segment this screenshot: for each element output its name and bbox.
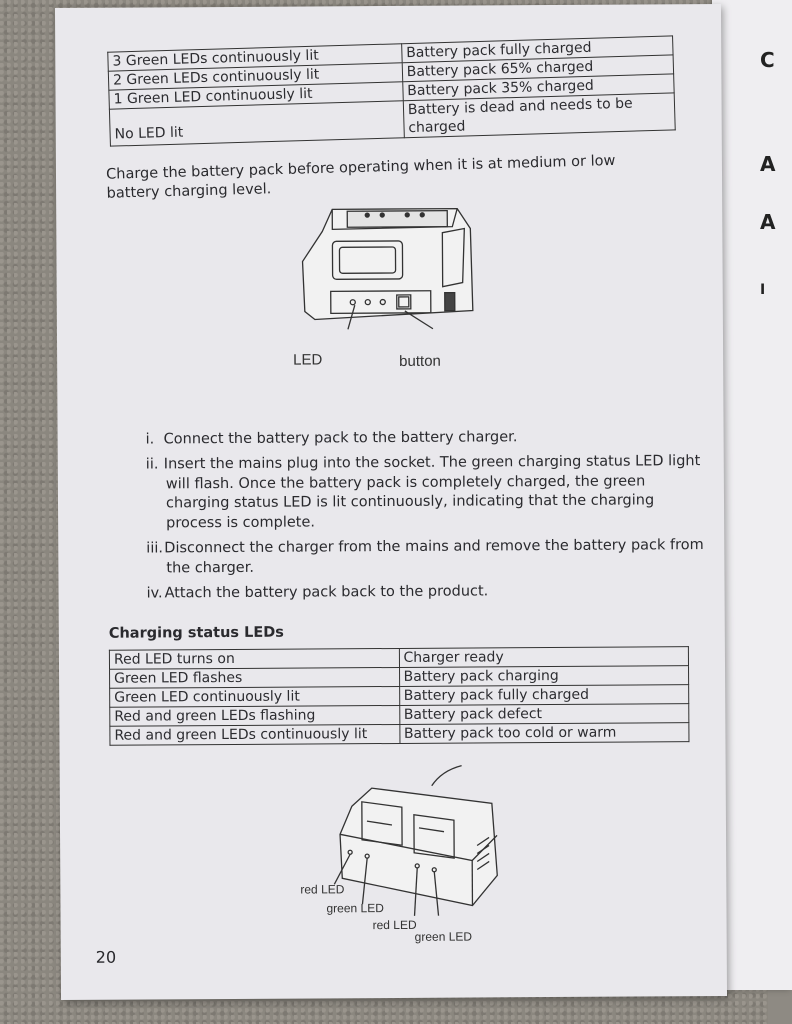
led-label: LED	[293, 351, 323, 369]
instructions-list	[106, 427, 713, 611]
table-cell: Battery pack fully charged	[401, 36, 673, 63]
table-cell: Battery pack fully charged	[399, 685, 689, 706]
button-label: button	[399, 352, 441, 370]
table-cell: Red and green LEDs flashing	[110, 705, 400, 726]
table-cell: Green LED continuously lit	[110, 686, 400, 707]
side-glyph: I	[760, 282, 766, 298]
list-text: Attach the battery pack back to the product.	[164, 583, 489, 602]
list-number: ii.	[145, 456, 159, 473]
table-cell: Green LED flashes	[110, 667, 400, 688]
list-item	[146, 452, 712, 533]
list-number: i.	[145, 430, 155, 447]
charge-note: Charge the battery pack before operating when it is at medium or low battery charging level.	[105, 152, 616, 202]
list-number: iv.	[146, 585, 163, 602]
green-led-label: green LED	[414, 929, 473, 944]
manual-page	[55, 4, 727, 1000]
table-cell: Battery pack defect	[399, 704, 689, 725]
table-cell: Battery pack too cold or warm	[399, 723, 689, 744]
battery-level-table	[107, 35, 676, 146]
table-cell: Battery pack charging	[399, 666, 689, 687]
side-glyph: A	[760, 210, 776, 234]
table-row	[110, 723, 689, 746]
table-cell: 3 Green LEDs continuously lit	[108, 44, 402, 71]
table-cell: Red LED turns on	[109, 648, 399, 669]
battery-pack-illustration	[292, 200, 493, 336]
table-cell: 1 Green LED continuously lit	[109, 82, 403, 109]
page-number: 20	[95, 947, 117, 967]
list-item	[146, 536, 712, 578]
side-glyph: A	[760, 152, 776, 176]
table-cell: 2 Green LEDs continuously lit	[108, 63, 402, 90]
side-glyph: C	[760, 48, 775, 72]
green-led-label: green LED	[326, 901, 384, 916]
list-text: Disconnect the charger from the mains and remove the battery pack from the charger.	[164, 537, 704, 576]
table-cell: Charger ready	[399, 647, 689, 668]
table-cell: Battery pack 35% charged	[403, 74, 675, 101]
charging-status-table	[109, 646, 690, 746]
list-text: Connect the battery pack to the battery charger.	[163, 428, 518, 447]
list-number: iii.	[146, 540, 164, 557]
table-cell: Battery is dead and needs to be charged	[403, 93, 675, 138]
red-led-label: red LED	[300, 882, 345, 897]
charger-illustration	[322, 765, 513, 916]
red-led-label: red LED	[372, 917, 417, 933]
table-cell: No LED lit	[109, 101, 404, 146]
list-text: Insert the mains plug into the socket. The green charging status LED light will flash. Once the battery pack is completely charged, the green charging status LED is lit continuously, indicating that the charging process is complete.	[163, 453, 701, 531]
list-item	[146, 581, 712, 604]
table-cell: Battery pack 65% charged	[402, 55, 674, 82]
list-item	[146, 427, 712, 450]
table-cell: Red and green LEDs continuously lit	[110, 724, 400, 745]
charging-status-heading: Charging status LEDs	[108, 624, 284, 642]
